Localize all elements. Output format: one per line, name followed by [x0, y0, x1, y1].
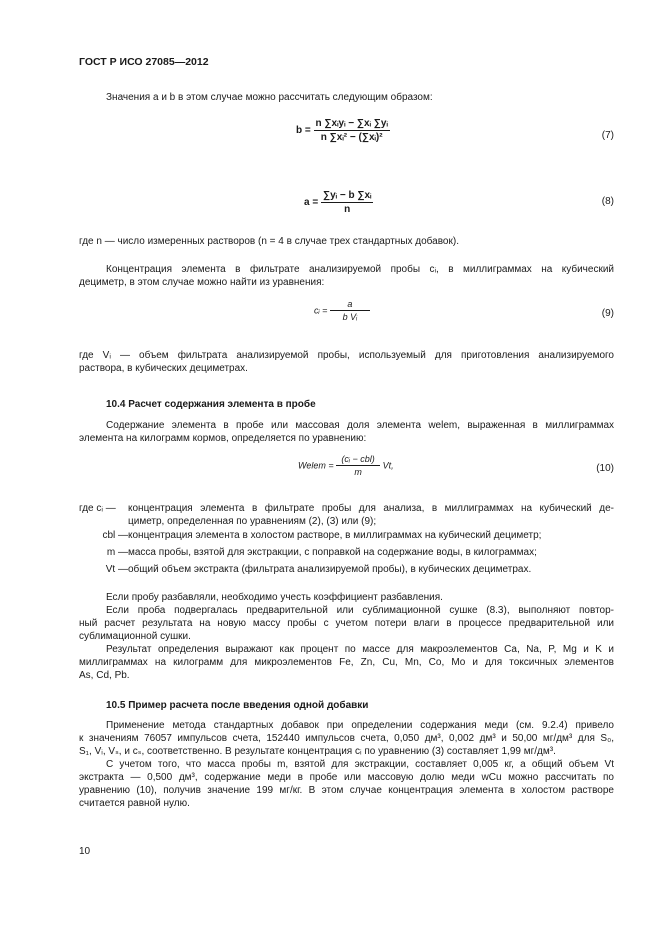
intro-line: Значения a и b в этом случае можно рассчитать следующим образом:: [106, 92, 433, 103]
sec104-para-line-1: Содержание элемента в пробе или массовая доля элемента welem, выраженная в миллиграммах: [106, 420, 614, 431]
sec104-para-line-2: элемента на килограмм кормов, определяется по уравнению:: [79, 433, 367, 444]
example-line-2: к значениям 76057 импульсов счета, 152440 импульсов счета, 0,050 дм³, 0,002 дм³ и 50,00 мг/дм³ для S₀,: [79, 733, 614, 744]
eq10-label: (10): [596, 463, 614, 474]
def-vt-line-1: общий объем экстракта (фильтрата анализируемой пробы), в кубических дециметрах.: [128, 564, 532, 575]
eq10-lhs: Welem =: [298, 460, 334, 471]
equation-8: [304, 190, 373, 215]
eq10-numerator: (cᵢ − cbl): [336, 454, 380, 466]
def-ci-symbol: где cᵢ —: [79, 503, 116, 514]
drying-line-2: ный расчет результата на новую массу пробы с учетом потери влаги в процессе предварительной или: [79, 618, 614, 629]
def-cbl-line-1: концентрация элемента в холостом растворе, в миллиграммах на кубический дециметр;: [128, 530, 542, 541]
dilution-line: Если пробу разбавляли, необходимо учесть коэффициент разбавления.: [106, 592, 443, 603]
result-line-3: As, Cd, Pb.: [79, 670, 130, 681]
conc-para-line-1: Концентрация элемента в фильтрате анализируемой пробы cᵢ, в миллиграммах на кубический: [106, 264, 614, 275]
eq10-tail: Vt,: [382, 460, 394, 471]
def-ci-line-1: концентрация элемента в фильтрате пробы для анализа, в миллиграммах на кубический де-: [128, 503, 614, 514]
example-line-4: С учетом того, что масса пробы m, взятой для экстракции, составляет 0,005 кг, а общий объем Vt: [106, 759, 614, 770]
eq9-label: (9): [601, 308, 614, 319]
conc-para-line-2: дециметр, в этом случае можно найти из уравнения:: [79, 277, 325, 288]
eq8-lhs: a =: [304, 197, 319, 208]
example-line-1: Применение метода стандартных добавок при определении содержания меди (см. 9.2.4) привело: [106, 720, 614, 731]
eq10-denominator: m: [354, 467, 362, 477]
drying-line-1: Если проба подвергалась предварительной или сублимационной сушке (8.3), выполняют повтор-: [106, 605, 614, 616]
result-line-1: Результат определения выражают как процент по массе для макроэлементов Ca, Na, P, Mg и K и: [106, 644, 614, 655]
where-n-line: где n — число измеренных растворов (n = 4 в случае трех стандартных добавок).: [79, 236, 459, 247]
document-header: ГОСТ Р ИСО 27085—2012: [79, 56, 209, 68]
example-line-6: уравнению (10), получив значение 199 мг/кг. В этом случае концентрация элемента в холостом растворе: [79, 785, 614, 796]
eq8-numerator: ∑yᵢ − b ∑xᵢ: [322, 190, 372, 201]
drying-line-3: сублимационной сушки.: [79, 631, 191, 642]
equation-10: [298, 454, 394, 477]
equation-7: [296, 118, 390, 143]
eq7-label: (7): [601, 130, 614, 141]
example-line-3: S₁, Vᵢ, Vₛ, и cₛ, соответственно. В результате концентрация cᵢ по уравнению (3) составляет 1,99 мг/дм³.: [79, 746, 556, 757]
def-vt-symbol: Vt —: [105, 564, 128, 575]
def-ci-line-2: циметр, определенная по уравнениям (2), (3) или (9);: [128, 516, 377, 527]
def-cbl-symbol: cbl —: [102, 530, 128, 541]
eq7-numerator: n ∑xᵢyᵢ − ∑xᵢ ∑yᵢ: [315, 118, 388, 129]
equation-9: [314, 299, 370, 322]
eq8-label: (8): [601, 196, 614, 207]
section-10-4-title: 10.4 Расчет содержания элемента в пробе: [106, 399, 316, 410]
result-line-2: миллиграммах на килограмм для микроэлементов Fe, Zn, Cu, Mn, Co, Mo и для токсичных элементов: [79, 657, 614, 668]
where-v-line-1: где Vᵢ — объем фильтрата анализируемой пробы, используемый для приготовления анализируемого: [79, 350, 614, 361]
eq9-denominator: b Vᵢ: [342, 312, 358, 322]
def-m-symbol: m —: [106, 547, 128, 558]
section-10-5-title: 10.5 Пример расчета после введения одной добавки: [106, 700, 369, 711]
eq7-lhs: b =: [296, 125, 311, 136]
page-number: 10: [79, 846, 91, 857]
eq8-denominator: n: [344, 204, 351, 215]
eq9-numerator: a: [330, 299, 370, 311]
def-m-line-1: масса пробы, взятой для экстракции, с поправкой на содержание воды, в килограммах;: [128, 547, 537, 558]
where-v-line-2: раствора, в кубических дециметрах.: [79, 363, 248, 374]
example-line-7: считается равной нулю.: [79, 798, 190, 809]
example-line-5: экстракта — 0,500 дм³, содержание меди в пробе или массовую долю меди wCu можно рассчитать по: [79, 772, 614, 783]
eq9-lhs: cᵢ =: [314, 305, 328, 316]
eq7-denominator: n ∑xᵢ² − (∑xᵢ)²: [320, 132, 383, 143]
